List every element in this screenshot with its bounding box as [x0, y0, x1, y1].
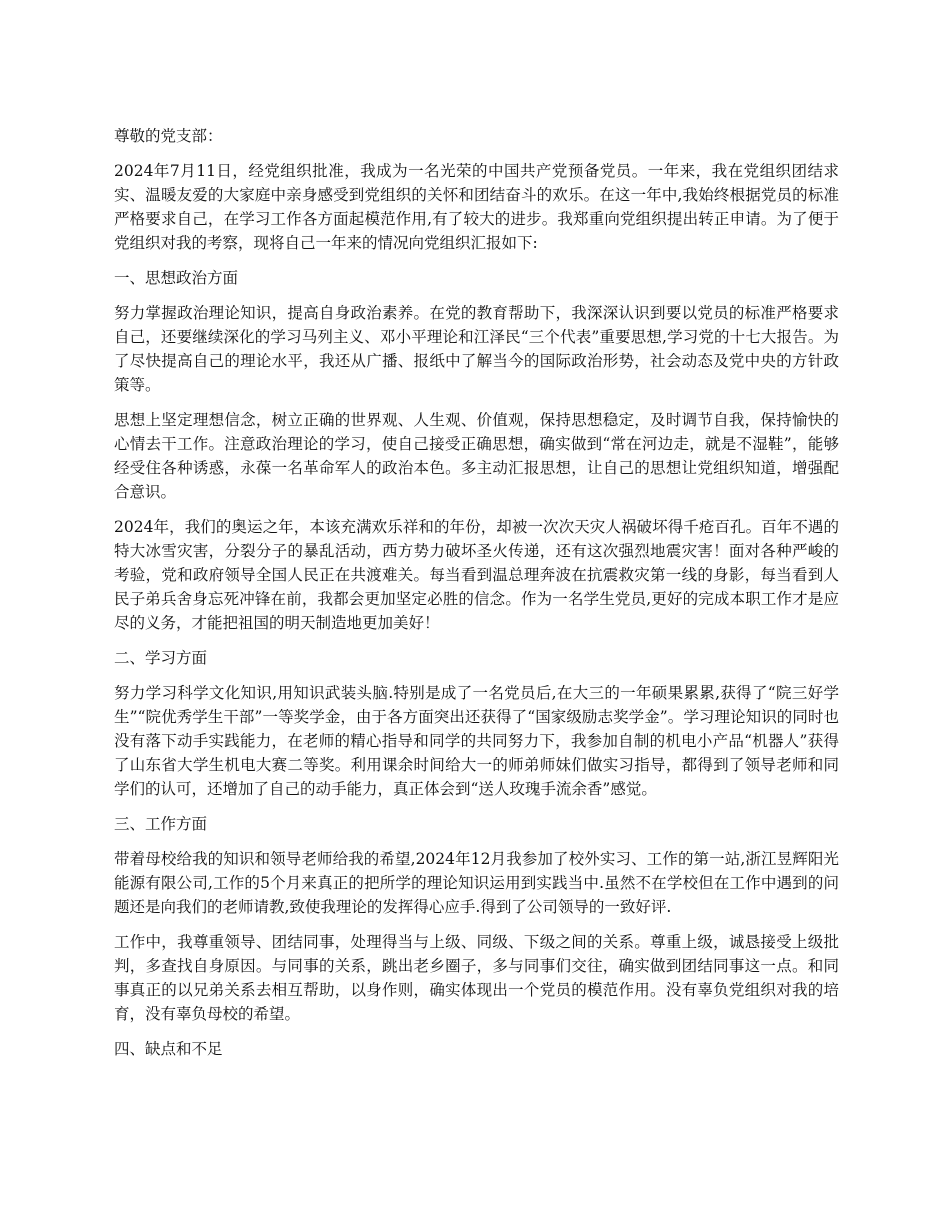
- paragraph: 2024年，我们的奥运之年，本该充满欢乐祥和的年份，却被一次次天灾人祸破坏得千疮百孔。百年不遇的特大冰雪灾害，分裂分子的暴乱活动，西方势力破坏圣火传递，还有这次强烈地震灾害！面对各种严峻的考验，党和政府领导全国人民正在共渡难关。每当看到温总理奔波在抗震救灾第一线的身影，每当看到人民子弟兵舍身忘死冲锋在前，我都会更加坚定必胜的信念。作为一名学生党员,更好的完成本职工作才是应尽的义务，才能把祖国的明天制造地更加美好！: [114, 518, 839, 632]
- section-heading-study: 二、学习方面: [114, 649, 208, 667]
- intro-paragraph: 2024年7月11日，经党组织批准，我成为一名光荣的中国共产党预备党员。一年来，我在党组织团结求实、温暖友爱的大家庭中亲身感受到党组织的关怀和团结奋斗的欢乐。在这一年中,我始终根据党员的标准严格要求自己，在学习工作各方面起模范作用,有了较大的进步。我郑重向党组织提出转正申请。为了便于党组织对我的考察，现将自己一年来的情况向党组织汇报如下:: [114, 162, 839, 252]
- paragraph: 工作中，我尊重领导、团结同事，处理得当与上级、同级、下级之间的关系。尊重上级，诚恳接受上级批判，多查找自身原因。与同事的关系，跳出老乡圈子，多与同事们交往，确实做到团结同事这一点。和同事真正的以兄弟关系去相互帮助，以身作则，确实体现出一个党员的模范作用。没有辜负党组织对我的培育，没有辜负母校的希望。: [114, 933, 839, 1023]
- paragraph: 努力掌握政治理论知识，提高自身政治素养。在党的教育帮助下，我深深认识到要以党员的标准严格要求自己，还要继续深化的学习马列主义、邓小平理论和江泽民“三个代表”重要思想,学习党的十七大报告。为了尽快提高自己的理论水平，我还从广播、报纸中了解当今的国际政治形势，社会动态及党中央的方针政策等。: [114, 304, 839, 394]
- section-heading-ideology: 一、思想政治方面: [114, 269, 239, 287]
- paragraph: 努力学习科学文化知识,用知识武装头脑.特别是成了一名党员后,在大三的一年硕果累累,获得了“院三好学生”“院优秀学生干部”一等奖学金，由于各方面突出还获得了“国家级励志奖学金”。学习理论知识的同时也没有落下动手实践能力，在老师的精心指导和同学的共同努力下，我参加自制的机电小产品“机器人”获得了山东省大学生机电大赛二等奖。利用课余时间给大一的师弟师妹们做实习指导，都得到了领导老师和同学们的认可，还增加了自己的动手能力，真正体会到“送人玫瑰手流余香”感觉。: [114, 684, 839, 798]
- document-page: [114, 124, 839, 1072]
- paragraph: 带着母校给我的知识和领导老师给我的希望,2024年12月我参加了校外实习、工作的第一站,浙江昱辉阳光能源有限公司,工作的5个月来真正的把所学的理论知识运用到实践当中.虽然不在学校但在工作中遇到的问题还是向我们的老师请教,致使我理论的发挥得心应手.得到了公司领导的一致好评.: [114, 850, 839, 916]
- section-heading-work: 三、工作方面: [114, 815, 208, 833]
- section-heading-shortcomings: 四、缺点和不足: [114, 1040, 223, 1058]
- paragraph: 思想上坚定理想信念，树立正确的世界观、人生观、价值观，保持思想稳定，及时调节自我，保持愉快的心情去干工作。注意政治理论的学习，使自己接受正确思想，确实做到“常在河边走，就是不湿鞋”，能够经受住各种诱惑，永葆一名革命军人的政治本色。多主动汇报思想，让自己的思想让党组织知道，增强配合意识。: [114, 411, 839, 501]
- salutation: 尊敬的党支部：: [114, 127, 223, 145]
